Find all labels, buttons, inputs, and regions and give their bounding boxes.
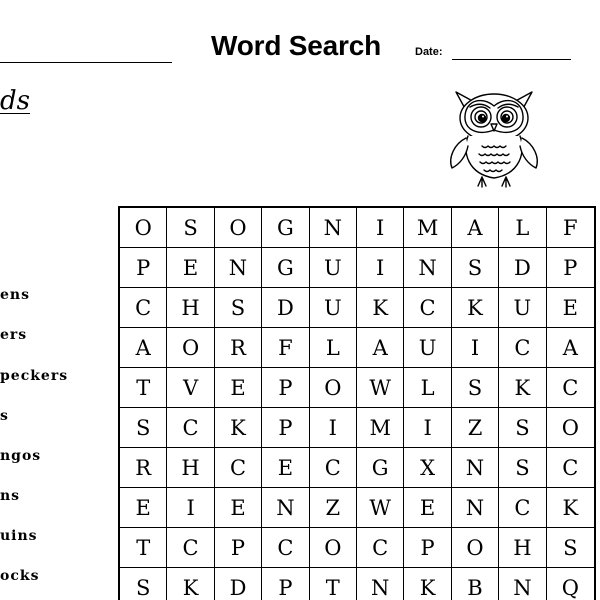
grid-cell[interactable]: A (120, 328, 167, 368)
grid-cell[interactable]: M (357, 408, 404, 448)
grid-cell[interactable]: T (310, 568, 357, 600)
grid-cell[interactable]: O (310, 528, 357, 568)
grid-cell[interactable]: O (452, 528, 499, 568)
grid-cell[interactable]: E (120, 488, 167, 528)
grid-cell[interactable]: S (452, 248, 499, 288)
grid-cell[interactable]: N (310, 208, 357, 248)
grid-cell[interactable]: I (452, 328, 499, 368)
grid-cell[interactable]: P (215, 528, 262, 568)
grid-cell[interactable]: W (357, 488, 404, 528)
grid-cell[interactable]: S (452, 368, 499, 408)
grid-cell[interactable]: Z (310, 488, 357, 528)
grid-cell[interactable]: V (167, 368, 214, 408)
page-title: Word Search (211, 30, 381, 61)
grid-cell[interactable]: C (120, 288, 167, 328)
grid-cell[interactable]: H (499, 528, 546, 568)
date-label: Date: (415, 46, 443, 58)
grid-cell[interactable]: F (547, 208, 594, 248)
grid-cell[interactable]: U (404, 328, 451, 368)
grid-cell[interactable]: N (499, 568, 546, 600)
grid-cell[interactable]: O (547, 408, 594, 448)
grid-cell[interactable]: U (310, 288, 357, 328)
grid-cell[interactable]: K (547, 488, 594, 528)
grid-cell[interactable]: O (120, 208, 167, 248)
grid-cell[interactable]: D (499, 248, 546, 288)
grid-cell[interactable]: C (547, 448, 594, 488)
grid-cell[interactable]: I (167, 488, 214, 528)
letter-grid (118, 206, 596, 600)
grid-cell[interactable]: S (215, 288, 262, 328)
word-list-item: uins (0, 528, 38, 544)
grid-cell[interactable]: L (310, 328, 357, 368)
word-list-item: ngos (0, 448, 42, 464)
grid-cell[interactable]: A (452, 208, 499, 248)
grid-cell[interactable]: E (167, 248, 214, 288)
grid-cell[interactable]: D (215, 568, 262, 600)
grid-cell[interactable]: Q (547, 568, 594, 600)
grid-cell[interactable]: I (404, 408, 451, 448)
grid-cell[interactable]: T (120, 368, 167, 408)
grid-cell[interactable]: C (404, 288, 451, 328)
grid-cell[interactable]: P (404, 528, 451, 568)
grid-cell[interactable]: C (499, 328, 546, 368)
grid-cell[interactable]: I (357, 208, 404, 248)
grid-cell[interactable]: S (167, 208, 214, 248)
grid-cell[interactable]: C (499, 488, 546, 528)
grid-cell[interactable]: X (404, 448, 451, 488)
grid-cell[interactable]: O (310, 368, 357, 408)
grid-cell[interactable]: C (167, 528, 214, 568)
grid-cell[interactable]: K (452, 288, 499, 328)
word-list-item: ens (0, 287, 30, 303)
name-line (0, 62, 172, 63)
grid-cell[interactable]: O (215, 208, 262, 248)
grid-cell[interactable]: C (357, 528, 404, 568)
grid-cell[interactable]: S (120, 568, 167, 600)
grid-cell[interactable]: E (215, 368, 262, 408)
grid-cell[interactable]: D (262, 288, 309, 328)
grid-cell[interactable]: S (120, 408, 167, 448)
grid-cell[interactable]: K (167, 568, 214, 600)
grid-cell[interactable]: U (499, 288, 546, 328)
grid-cell[interactable]: E (547, 288, 594, 328)
grid-cell[interactable]: P (262, 368, 309, 408)
grid-cell[interactable]: G (357, 448, 404, 488)
grid-cell[interactable]: U (310, 248, 357, 288)
word-list-item: peckers (0, 368, 69, 384)
grid-cell[interactable]: M (404, 208, 451, 248)
grid-cell[interactable]: G (262, 208, 309, 248)
grid-cell[interactable]: T (120, 528, 167, 568)
grid-cell[interactable]: R (120, 448, 167, 488)
grid-cell[interactable]: E (262, 448, 309, 488)
grid-cell[interactable]: E (215, 488, 262, 528)
grid-cell[interactable]: A (547, 328, 594, 368)
grid-cell[interactable]: C (547, 368, 594, 408)
grid-cell[interactable]: S (499, 408, 546, 448)
grid-cell[interactable]: N (357, 568, 404, 600)
word-list-item: ers (0, 327, 28, 343)
grid-cell[interactable]: F (262, 328, 309, 368)
grid-cell[interactable]: K (404, 568, 451, 600)
grid-cell[interactable]: S (547, 528, 594, 568)
grid-cell[interactable]: H (167, 448, 214, 488)
word-list-item: ocks (0, 568, 40, 584)
grid-cell[interactable]: C (215, 448, 262, 488)
grid-cell[interactable]: C (262, 528, 309, 568)
grid-cell[interactable]: N (452, 488, 499, 528)
grid-cell[interactable]: K (357, 288, 404, 328)
grid-cell[interactable]: O (167, 328, 214, 368)
grid-cell[interactable]: P (120, 248, 167, 288)
date-line (452, 59, 571, 60)
grid-cell[interactable]: H (167, 288, 214, 328)
grid-cell[interactable]: C (310, 448, 357, 488)
grid-cell[interactable]: A (357, 328, 404, 368)
grid-cell[interactable]: L (404, 368, 451, 408)
grid-cell[interactable]: K (499, 368, 546, 408)
grid-cell[interactable]: N (262, 488, 309, 528)
grid-cell[interactable]: P (262, 568, 309, 600)
grid-cell[interactable]: C (167, 408, 214, 448)
word-list-item: s (0, 408, 9, 424)
grid-cell[interactable]: E (404, 488, 451, 528)
word-list-item: ns (0, 488, 21, 504)
grid-cell[interactable]: B (452, 568, 499, 600)
worksheet-subtitle: ds (0, 86, 30, 116)
grid-cell[interactable]: N (404, 248, 451, 288)
grid-cell[interactable]: W (357, 368, 404, 408)
grid-cell[interactable]: S (499, 448, 546, 488)
grid-cell[interactable]: L (499, 208, 546, 248)
grid-cell[interactable]: I (310, 408, 357, 448)
grid-cell[interactable]: K (215, 408, 262, 448)
grid-cell[interactable]: G (262, 248, 309, 288)
grid-cell[interactable]: R (215, 328, 262, 368)
grid-cell[interactable]: Z (452, 408, 499, 448)
owl-icon (438, 80, 550, 192)
grid-cell[interactable]: P (262, 408, 309, 448)
grid-cell[interactable]: N (452, 448, 499, 488)
grid-cell[interactable]: N (215, 248, 262, 288)
grid-cell[interactable]: I (357, 248, 404, 288)
grid-cell[interactable]: P (547, 248, 594, 288)
